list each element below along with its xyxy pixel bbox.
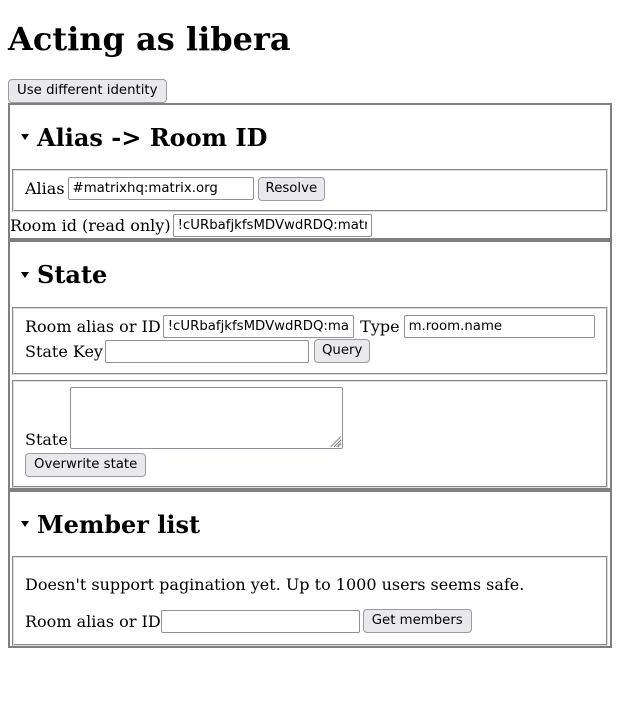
resolve-button[interactable]: Resolve [258, 177, 326, 201]
state-summary[interactable] [10, 242, 610, 306]
state-key-label: State Key [25, 341, 103, 361]
alias-label: Alias [25, 179, 65, 199]
alias-input[interactable] [68, 177, 254, 200]
member-list-heading: Member list [37, 509, 201, 539]
pagination-note: Doesn't support pagination yet. Up to 1000 users seems safe. [25, 575, 525, 595]
member-list-fieldset [12, 556, 608, 646]
member-room-input[interactable] [161, 610, 360, 633]
state-heading: State [37, 260, 108, 290]
get-members-button[interactable]: Get members [363, 609, 472, 633]
query-button[interactable]: Query [314, 339, 370, 363]
details-marker-icon [21, 272, 29, 278]
room-id-label: Room id (read only) [10, 216, 171, 236]
state-room-input[interactable] [163, 315, 354, 338]
state-key-input[interactable] [105, 340, 309, 363]
type-label: Type [360, 316, 400, 336]
room-id-input[interactable] [173, 214, 372, 237]
overwrite-state-button[interactable]: Overwrite state [25, 453, 146, 477]
state-textarea[interactable] [70, 387, 343, 449]
section-alias-room [8, 103, 612, 240]
section-member-list [8, 490, 612, 648]
details-marker-icon [21, 134, 29, 140]
alias-room-heading: Alias -> Room ID [37, 123, 268, 152]
type-input[interactable] [404, 315, 595, 338]
state-query-fieldset [12, 307, 608, 375]
section-state [8, 240, 612, 489]
details-marker-icon [21, 521, 29, 527]
use-different-identity-button[interactable]: Use different identity [8, 79, 167, 103]
member-room-label: Room alias or ID [25, 611, 161, 631]
state-label: State [25, 429, 68, 449]
state-room-label: Room alias or ID [25, 316, 161, 336]
alias-room-summary[interactable] [10, 105, 610, 169]
member-list-summary[interactable] [10, 492, 610, 556]
state-edit-fieldset [12, 380, 608, 488]
alias-fieldset [12, 169, 608, 212]
page-title: Acting as libera [8, 20, 291, 58]
